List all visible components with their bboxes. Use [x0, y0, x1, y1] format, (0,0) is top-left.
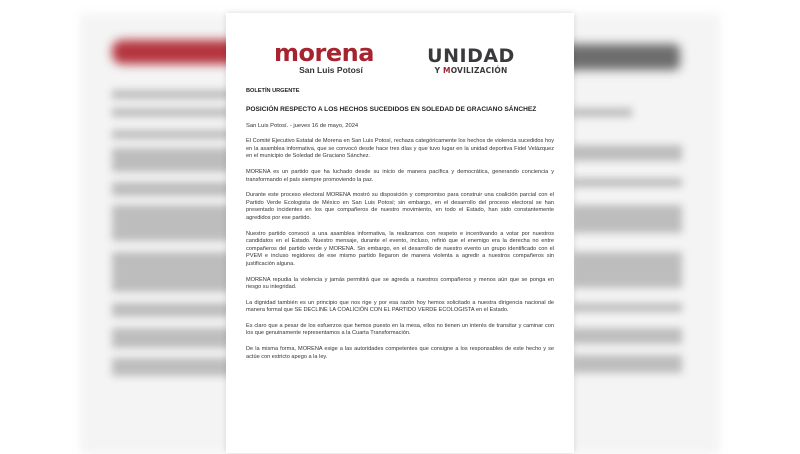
blurred-text-line — [572, 252, 682, 288]
blurred-text-line — [112, 358, 232, 376]
document-body — [246, 88, 554, 369]
blurred-text-line — [572, 205, 682, 233]
blurred-text-line — [572, 108, 632, 117]
blurred-text-line — [112, 252, 232, 292]
blurred-unidad-logo — [560, 44, 680, 70]
blurred-text-line — [112, 205, 232, 241]
unidad-wordmark: UNIDAD — [427, 45, 515, 67]
bulletin-label: BOLETÍN URGENTE — [246, 88, 300, 94]
paragraph: La dignidad también es un principio que nos rige y por esa razón hoy hemos solicitado a nuestra dirigencia nacional de manera formal que SE DECLINE LA COALICIÓN CON EL PARTIDO VERDE ECOLOGISTA en el Estado. — [246, 299, 554, 314]
morena-logo — [274, 41, 374, 75]
blurred-text-line — [112, 108, 232, 117]
blurred-text-line — [572, 355, 682, 373]
header-logos — [226, 41, 574, 91]
paragraph: Nuestro partido convocó a una asamblea informativa, la realizamos con respeto e incentivando a votar por nuestros candidatos en el Estado. Nuestro mensaje, durante el evento, incluso, refirió que el enemigo era la derecha no entre compañeros del partido verde y MORENA. Sin embargo, en el desarrollo de nuestro evento un grupo identificado con el PVEM e incluso regidores de ese mismo partido llegaron de manera violenta a agredir a nuestros compañeros sin justificación alguna. — [246, 230, 554, 267]
paragraph: Durante este proceso electoral MORENA mostró su disposición y compromiso para construir una coalición parcial con el Partido Verde Ecologista de México en San Luis Potosí; sin embargo, en el desarrollo del proceso electoral se han presentado incidentes en los que compañeros de nuestro movimiento, en todo el Estado, han sido constantemente agredidos por ese partido. — [246, 192, 554, 221]
blurred-text-line — [112, 148, 232, 172]
movilizacion-rest: OVILIZACIÓN — [450, 66, 508, 75]
dateline: San Luis Potosí. - jueves 16 de mayo, 2024 — [246, 122, 359, 129]
blurred-text-line — [572, 328, 682, 344]
blurred-text-line — [112, 90, 232, 99]
blurred-text-line — [112, 130, 232, 139]
movilizacion-wordmark — [416, 66, 526, 76]
blurred-text-line — [112, 303, 232, 317]
blurred-text-line — [572, 145, 682, 161]
paragraph: De la misma forma, MORENA exige a las autoridades competentes que consigne a los responsables de este hecho y se actúe con estricto apego a la ley. — [246, 346, 554, 360]
document-title: POSICIÓN RESPECTO A LOS HECHOS SUCEDIDOS EN SOLEDAD DE GRACIANO SÁNCHEZ — [246, 105, 537, 113]
blurred-text-line — [112, 182, 232, 196]
unidad-movilizacion-logo — [416, 47, 526, 76]
blurred-text-line — [112, 328, 232, 348]
paragraph: MORENA es un partido que ha luchado desde su inicio de manera pacífica y democrática, generando conciencia y transformando el país siempre promoviendo la paz. — [246, 168, 554, 183]
morena-wordmark: morena — [274, 39, 374, 67]
paragraph: El Comité Ejecutivo Estatal de Morena en San Luis Potosí, rechaza categóricamente los hechos de violencia sucedidos hoy en la asamblea informativa, que se convocó desde hace tres días y que tuvo lugar en la unidad deportiva Fidel Velázquez en el municipio de Soledad de Graciano Sánchez. — [246, 138, 554, 160]
morena-subtitle: San Luis Potosí — [299, 65, 363, 75]
paragraph: Es claro que a pesar de los esfuerzos que hemos puesto en la mesa, ellos no tienen un interés de transitar y caminar con los que genuinamente representamos a la Cuarta Transformación. — [246, 322, 554, 337]
press-release-page — [226, 13, 574, 453]
blurred-text-line — [572, 178, 682, 187]
blurred-text-line — [572, 303, 682, 312]
movilizacion-prefix: Y — [434, 66, 444, 75]
movilizacion-accent-letter: M — [443, 66, 451, 75]
paragraph: MORENA repudia la violencia y jamás permitirá que se agreda a nuestros compañeros y menos aún que se ponga en riesgo su integridad. — [246, 276, 554, 291]
